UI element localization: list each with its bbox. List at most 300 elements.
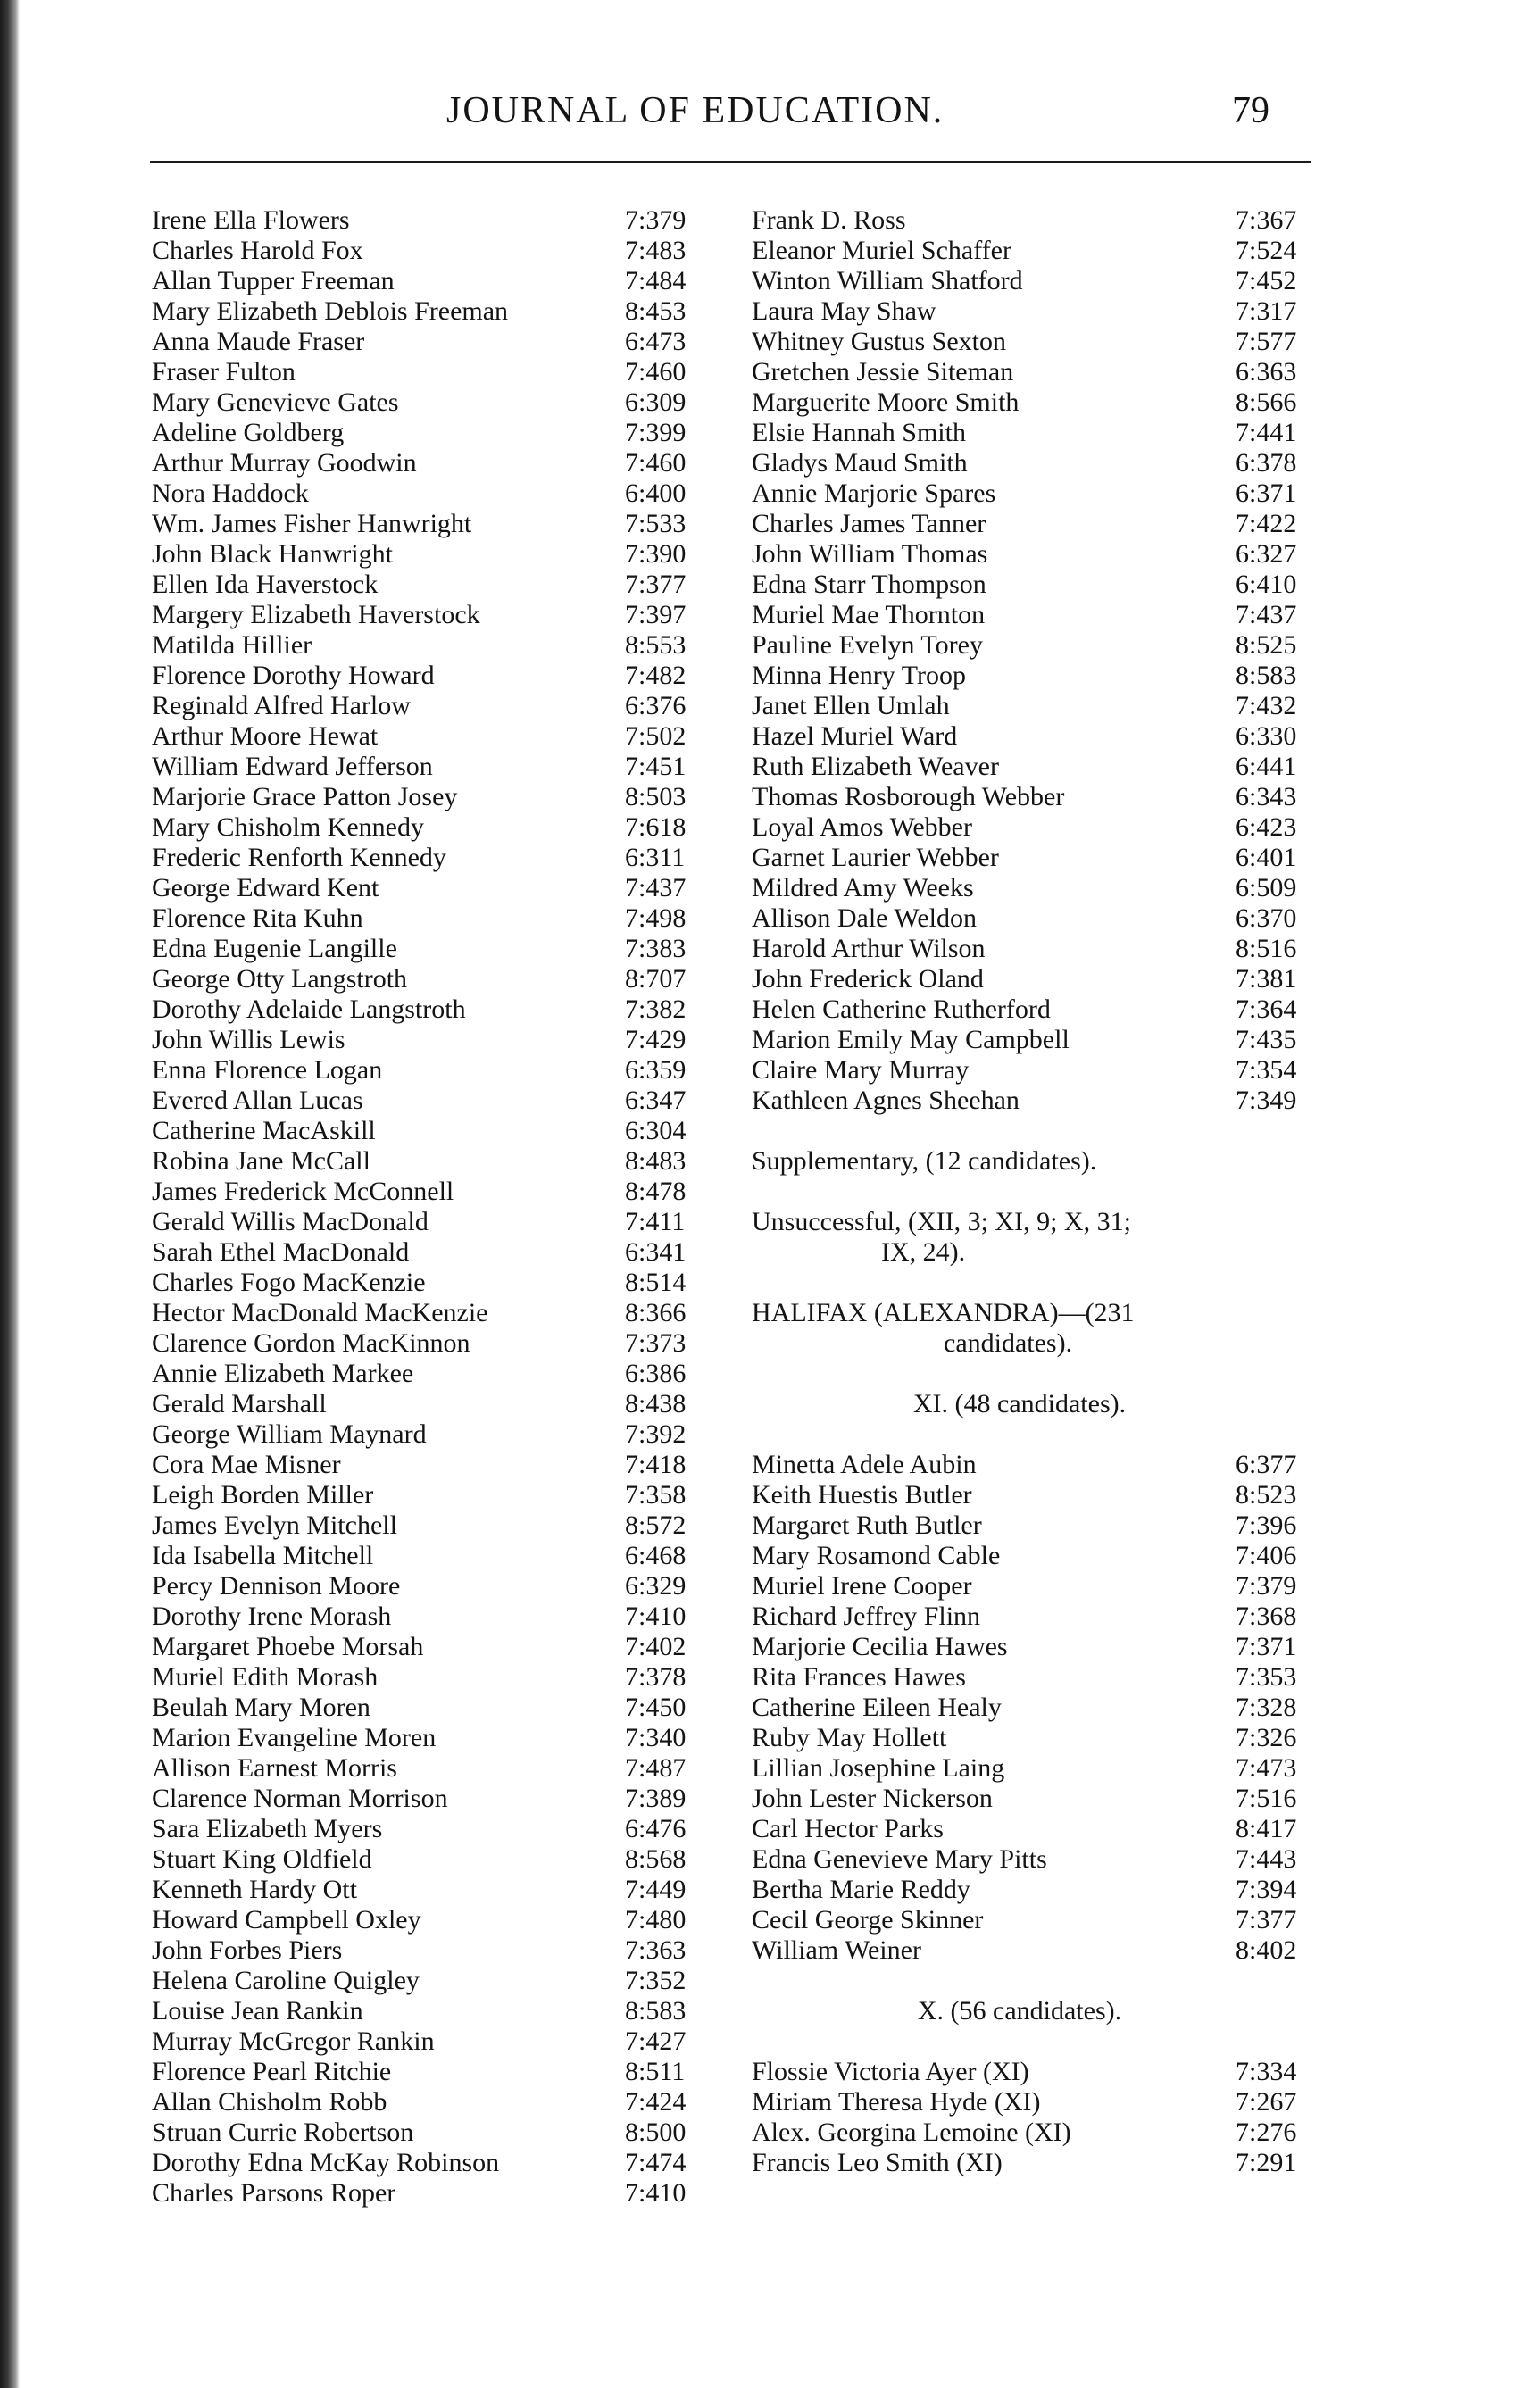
candidate-entry bbox=[152, 1359, 714, 1389]
candidate-name: Louise Jean Rankin bbox=[152, 1996, 363, 2026]
candidate-entry bbox=[152, 1207, 714, 1237]
candidate-entry bbox=[152, 630, 714, 661]
candidate-score: 7:381 bbox=[1236, 964, 1297, 994]
candidate-name: Miriam Theresa Hyde (XI) bbox=[752, 2087, 1041, 2117]
candidate-name: Kathleen Agnes Sheehan bbox=[752, 1086, 1020, 1115]
candidate-score: 7:379 bbox=[1236, 1571, 1297, 1601]
candidate-entry bbox=[752, 1875, 1323, 1905]
candidate-score: 8:553 bbox=[625, 630, 687, 660]
candidate-score: 7:450 bbox=[625, 1693, 687, 1722]
candidate-score: 7:484 bbox=[625, 266, 687, 295]
candidate-score: 7:377 bbox=[1236, 1905, 1297, 1935]
candidate-entry bbox=[752, 903, 1323, 934]
candidate-name: Whitney Gustus Sexton bbox=[752, 327, 1006, 356]
candidate-entry bbox=[152, 478, 714, 509]
candidate-entry bbox=[752, 1602, 1323, 1632]
candidate-entry bbox=[152, 236, 714, 266]
candidate-score: 7:516 bbox=[1236, 1784, 1297, 1813]
candidate-entry bbox=[752, 1025, 1323, 1055]
candidate-name: Wm. James Fisher Hanwright bbox=[152, 509, 472, 538]
candidate-entry bbox=[152, 2118, 714, 2148]
candidate-name: Annie Elizabeth Markee bbox=[152, 1359, 414, 1388]
candidate-score: 6:311 bbox=[625, 843, 686, 872]
candidate-entry bbox=[152, 327, 714, 357]
candidate-entry bbox=[152, 448, 714, 478]
candidate-score: 7:429 bbox=[625, 1025, 687, 1054]
candidate-entry bbox=[152, 873, 714, 903]
candidate-name: Anna Maude Fraser bbox=[152, 327, 365, 356]
candidate-entry bbox=[752, 964, 1323, 994]
candidate-name: Elsie Hannah Smith bbox=[752, 418, 966, 447]
candidate-score: 7:371 bbox=[1236, 1632, 1297, 1661]
candidate-name: Charles Parsons Roper bbox=[152, 2178, 396, 2208]
halifax-heading-line-2: candidates). bbox=[944, 1328, 1073, 1358]
candidate-name: Marjorie Cecilia Hawes bbox=[752, 1632, 1008, 1661]
candidate-name: John Lester Nickerson bbox=[752, 1784, 993, 1813]
candidate-score: 6:363 bbox=[1236, 357, 1297, 387]
candidate-name: Fraser Fulton bbox=[152, 357, 296, 387]
candidate-entry bbox=[152, 1389, 714, 1419]
candidate-name: Mary Chisholm Kennedy bbox=[152, 812, 424, 842]
candidate-score: 7:402 bbox=[625, 1632, 687, 1661]
candidate-entry bbox=[152, 1662, 714, 1693]
candidate-score: 7:389 bbox=[625, 1784, 687, 1813]
candidate-name: Sarah Ethel MacDonald bbox=[152, 1237, 410, 1267]
candidate-score: 7:406 bbox=[1236, 1541, 1297, 1570]
candidate-name: George Otty Langstroth bbox=[152, 964, 408, 994]
candidate-entry bbox=[152, 357, 714, 387]
candidate-score: 7:411 bbox=[625, 1207, 686, 1236]
candidate-score: 7:473 bbox=[1236, 1753, 1297, 1783]
candidate-name: Stuart King Oldfield bbox=[152, 1844, 372, 1874]
candidate-entry bbox=[152, 2057, 714, 2087]
candidate-score: 7:328 bbox=[1236, 1693, 1297, 1722]
candidate-entry bbox=[752, 934, 1323, 964]
candidate-score: 6:343 bbox=[1236, 782, 1297, 811]
candidate-score: 8:438 bbox=[625, 1389, 687, 1419]
candidate-score: 7:353 bbox=[1236, 1662, 1297, 1692]
candidate-score: 6:370 bbox=[1236, 903, 1297, 933]
candidate-score: 8:511 bbox=[625, 2057, 686, 2086]
candidate-entry bbox=[152, 994, 714, 1025]
candidate-entry bbox=[152, 266, 714, 296]
candidate-entry bbox=[752, 630, 1323, 661]
candidate-score: 6:509 bbox=[1236, 873, 1297, 903]
candidate-score: 8:583 bbox=[1236, 661, 1297, 690]
candidate-score: 7:358 bbox=[625, 1480, 687, 1510]
candidate-entry bbox=[752, 2087, 1323, 2118]
grade-xi-entries bbox=[752, 1450, 1323, 1966]
candidate-name: Marion Emily May Campbell bbox=[752, 1025, 1070, 1054]
candidate-entry bbox=[152, 1571, 714, 1602]
candidate-score: 6:304 bbox=[625, 1116, 687, 1145]
candidate-name: Ruby May Hollett bbox=[752, 1723, 947, 1752]
candidate-entry bbox=[752, 782, 1323, 812]
candidate-score: 7:437 bbox=[1236, 600, 1297, 629]
candidate-entry bbox=[752, 1480, 1323, 1510]
candidate-score: 7:618 bbox=[625, 812, 687, 842]
candidate-entry bbox=[152, 2178, 714, 2209]
candidate-entry bbox=[752, 418, 1323, 448]
candidate-entry bbox=[152, 661, 714, 691]
candidate-score: 7:390 bbox=[625, 539, 687, 569]
candidate-score: 7:577 bbox=[1236, 327, 1297, 356]
grade-x-entries bbox=[752, 2057, 1323, 2178]
candidate-name: Dorothy Irene Morash bbox=[152, 1602, 392, 1631]
candidate-entry bbox=[152, 205, 714, 236]
candidate-entry bbox=[152, 1268, 714, 1298]
candidate-score: 7:427 bbox=[625, 2026, 687, 2056]
page-scan-edge bbox=[0, 0, 20, 2388]
candidate-name: Cecil George Skinner bbox=[752, 1905, 984, 1935]
candidate-entry bbox=[152, 1025, 714, 1055]
candidate-score: 6:377 bbox=[1236, 1450, 1297, 1479]
candidate-name: Irene Ella Flowers bbox=[152, 205, 350, 235]
candidate-name: Florence Dorothy Howard bbox=[152, 661, 435, 690]
candidate-score: 6:386 bbox=[625, 1359, 687, 1388]
supplementary-note: Supplementary, (12 candidates). bbox=[752, 1146, 1097, 1176]
candidate-entry bbox=[752, 691, 1323, 721]
candidate-name: Laura May Shaw bbox=[752, 296, 936, 326]
candidate-entry bbox=[752, 1662, 1323, 1693]
candidate-entry bbox=[752, 2057, 1323, 2087]
candidate-entry bbox=[152, 387, 714, 418]
candidate-score: 7:410 bbox=[625, 1602, 687, 1631]
candidate-entry bbox=[152, 539, 714, 570]
candidate-score: 7:498 bbox=[625, 903, 687, 933]
candidate-score: 8:516 bbox=[1236, 934, 1297, 963]
candidate-name: William Weiner bbox=[752, 1935, 921, 1965]
candidate-name: Reginald Alfred Harlow bbox=[152, 691, 411, 720]
candidate-name: Cora Mae Misner bbox=[152, 1450, 341, 1479]
halifax-heading bbox=[752, 1298, 1323, 1359]
candidate-score: 7:383 bbox=[625, 934, 687, 963]
candidate-name: Marguerite Moore Smith bbox=[752, 387, 1020, 417]
candidate-name: Arthur Murray Goodwin bbox=[152, 448, 417, 478]
candidate-entry bbox=[152, 1055, 714, 1086]
candidate-entry bbox=[752, 448, 1323, 478]
candidate-name: Mary Genevieve Gates bbox=[152, 387, 399, 417]
candidate-entry bbox=[152, 1177, 714, 1207]
candidate-name: Allison Dale Weldon bbox=[752, 903, 977, 933]
candidate-name: Muriel Edith Morash bbox=[152, 1662, 379, 1692]
candidate-entry bbox=[752, 1844, 1323, 1875]
candidate-score: 7:441 bbox=[1236, 418, 1297, 447]
candidate-entry bbox=[152, 752, 714, 782]
candidate-name: Dorothy Adelaide Langstroth bbox=[152, 994, 466, 1024]
grade-x-heading: X. (56 candidates). bbox=[917, 1996, 1122, 2026]
candidate-score: 7:379 bbox=[625, 205, 687, 235]
candidate-entry bbox=[152, 1450, 714, 1480]
candidate-score: 7:367 bbox=[1236, 205, 1297, 235]
candidate-score: 7:363 bbox=[625, 1935, 687, 1965]
candidate-entry bbox=[152, 812, 714, 843]
candidate-score: 7:368 bbox=[1236, 1602, 1297, 1631]
candidate-entry bbox=[752, 843, 1323, 873]
candidate-name: Catherine MacAskill bbox=[152, 1116, 376, 1145]
candidate-name: Margaret Ruth Butler bbox=[752, 1510, 982, 1540]
candidate-name: Nora Haddock bbox=[152, 478, 309, 508]
candidate-score: 7:524 bbox=[1236, 236, 1297, 265]
candidate-score: 8:566 bbox=[1236, 387, 1297, 417]
candidate-score: 7:377 bbox=[625, 570, 687, 599]
candidate-name: Marjorie Grace Patton Josey bbox=[152, 782, 458, 811]
unsuccessful-line-2: IX, 24). bbox=[881, 1237, 966, 1267]
candidate-entry bbox=[752, 752, 1323, 782]
candidate-name: Ruth Elizabeth Weaver bbox=[752, 752, 999, 781]
candidate-name: John William Thomas bbox=[752, 539, 988, 569]
candidate-score: 7:317 bbox=[1236, 296, 1297, 326]
candidate-name: Lillian Josephine Laing bbox=[752, 1753, 1005, 1783]
candidate-score: 6:423 bbox=[1236, 812, 1297, 842]
candidate-entry bbox=[152, 1480, 714, 1510]
candidate-entry bbox=[752, 387, 1323, 418]
candidate-entry bbox=[152, 509, 714, 539]
candidate-entry bbox=[752, 1935, 1323, 1966]
candidate-score: 6:378 bbox=[1236, 448, 1297, 478]
candidate-score: 7:502 bbox=[625, 721, 687, 751]
candidate-name: Mildred Amy Weeks bbox=[752, 873, 974, 903]
candidate-entry bbox=[152, 691, 714, 721]
candidate-name: Gerald Marshall bbox=[152, 1389, 327, 1419]
candidate-name: James Frederick McConnell bbox=[152, 1177, 454, 1206]
candidate-name: Kenneth Hardy Ott bbox=[152, 1875, 357, 1904]
candidate-name: John Frederick Oland bbox=[752, 964, 984, 994]
candidate-name: Evered Allan Lucas bbox=[152, 1086, 363, 1115]
candidate-name: Janet Ellen Umlah bbox=[752, 691, 950, 720]
candidate-entry bbox=[752, 1055, 1323, 1086]
candidate-entry bbox=[752, 1693, 1323, 1723]
candidate-entry bbox=[152, 1784, 714, 1814]
candidate-score: 8:523 bbox=[1236, 1480, 1297, 1510]
candidate-entry bbox=[152, 1086, 714, 1116]
candidate-entry bbox=[752, 327, 1323, 357]
candidate-name: George Edward Kent bbox=[152, 873, 379, 903]
candidate-name: Keith Huestis Butler bbox=[752, 1480, 972, 1510]
candidate-name: Allan Chisholm Robb bbox=[152, 2087, 387, 2117]
candidate-score: 7:399 bbox=[625, 418, 687, 447]
candidate-name: Gerald Willis MacDonald bbox=[152, 1207, 429, 1236]
candidate-score: 8:402 bbox=[1236, 1935, 1297, 1965]
candidate-entry bbox=[752, 1632, 1323, 1662]
candidate-score: 6:401 bbox=[1236, 843, 1297, 872]
candidate-name: Helena Caroline Quigley bbox=[152, 1966, 420, 1995]
candidate-entry bbox=[152, 964, 714, 994]
candidate-name: Florence Rita Kuhn bbox=[152, 903, 363, 933]
candidate-score: 7:378 bbox=[625, 1662, 687, 1692]
candidate-name: Matilda Hillier bbox=[152, 630, 312, 660]
candidate-entry bbox=[752, 509, 1323, 539]
candidate-name: Carl Hector Parks bbox=[752, 1814, 944, 1843]
candidate-name: William Edward Jefferson bbox=[152, 752, 433, 781]
candidate-name: Frederic Renforth Kennedy bbox=[152, 843, 446, 872]
grade-xi-heading: XI. (48 candidates). bbox=[912, 1389, 1127, 1419]
candidate-entry bbox=[752, 266, 1323, 296]
candidate-score: 7:483 bbox=[625, 236, 687, 265]
candidate-score: 7:364 bbox=[1236, 994, 1297, 1024]
candidate-score: 7:394 bbox=[1236, 1875, 1297, 1904]
candidate-score: 7:382 bbox=[625, 994, 687, 1024]
candidate-entry bbox=[152, 1753, 714, 1784]
candidate-name: Frank D. Ross bbox=[752, 205, 906, 235]
candidate-score: 7:349 bbox=[1236, 1086, 1297, 1115]
candidate-name: Richard Jeffrey Flinn bbox=[752, 1602, 981, 1631]
candidate-score: 7:392 bbox=[625, 1419, 687, 1449]
candidate-entry bbox=[152, 2087, 714, 2118]
candidate-name: John Willis Lewis bbox=[152, 1025, 345, 1054]
candidate-name: Dorothy Edna McKay Robinson bbox=[152, 2148, 500, 2177]
candidate-score: 8:525 bbox=[1236, 630, 1297, 660]
page-number: 79 bbox=[1232, 90, 1269, 131]
candidate-entry bbox=[752, 994, 1323, 1025]
candidate-entry bbox=[752, 873, 1323, 903]
candidate-entry bbox=[752, 1723, 1323, 1753]
candidate-score: 6:473 bbox=[625, 327, 687, 356]
candidate-entry bbox=[752, 357, 1323, 387]
left-column bbox=[152, 205, 714, 2209]
candidate-score: 7:432 bbox=[1236, 691, 1297, 720]
candidate-entry bbox=[752, 205, 1323, 236]
candidate-score: 7:474 bbox=[625, 2148, 687, 2177]
candidate-entry bbox=[752, 1571, 1323, 1602]
candidate-name: Catherine Eileen Healy bbox=[752, 1693, 1002, 1722]
candidate-entry bbox=[152, 1905, 714, 1935]
candidate-name: Muriel Irene Cooper bbox=[752, 1571, 972, 1601]
candidate-score: 8:366 bbox=[625, 1298, 687, 1327]
candidate-entry bbox=[752, 2148, 1323, 2178]
candidate-name: Gretchen Jessie Siteman bbox=[752, 357, 1014, 387]
candidate-score: 8:483 bbox=[625, 1146, 687, 1176]
candidate-name: Annie Marjorie Spares bbox=[752, 478, 996, 508]
candidate-score: 7:291 bbox=[1236, 2148, 1297, 2177]
candidate-name: Winton William Shatford bbox=[752, 266, 1023, 295]
candidate-score: 8:707 bbox=[625, 964, 687, 994]
candidate-name: Margery Elizabeth Haverstock bbox=[152, 600, 480, 629]
candidate-score: 7:480 bbox=[625, 1905, 687, 1935]
candidate-score: 7:451 bbox=[625, 752, 687, 781]
candidate-score: 8:568 bbox=[625, 1844, 687, 1874]
candidate-name: Ida Isabella Mitchell bbox=[152, 1541, 374, 1570]
candidate-name: Sara Elizabeth Myers bbox=[152, 1814, 383, 1843]
candidate-score: 7:354 bbox=[1236, 1055, 1297, 1085]
candidate-entry bbox=[152, 2148, 714, 2178]
candidate-name: Percy Dennison Moore bbox=[152, 1571, 401, 1601]
candidate-name: Minna Henry Troop bbox=[752, 661, 967, 690]
candidate-score: 7:340 bbox=[625, 1723, 687, 1752]
candidate-score: 7:334 bbox=[1236, 2057, 1297, 2086]
candidate-entry bbox=[152, 1419, 714, 1450]
candidate-name: John Black Hanwright bbox=[152, 539, 393, 569]
candidate-score: 7:443 bbox=[1236, 1844, 1297, 1874]
candidate-entry bbox=[752, 236, 1323, 266]
candidate-name: Loyal Amos Webber bbox=[752, 812, 972, 842]
candidate-entry bbox=[752, 539, 1323, 570]
candidate-entry bbox=[752, 600, 1323, 630]
candidate-name: Ellen Ida Haverstock bbox=[152, 570, 379, 599]
candidate-score: 7:422 bbox=[1236, 509, 1297, 538]
candidate-score: 6:327 bbox=[1236, 539, 1297, 569]
candidate-score: 7:267 bbox=[1236, 2087, 1297, 2117]
candidate-score: 7:276 bbox=[1236, 2118, 1297, 2147]
candidate-entry bbox=[752, 1541, 1323, 1571]
candidate-score: 8:583 bbox=[625, 1996, 687, 2026]
unsuccessful-note bbox=[752, 1207, 1323, 1268]
candidate-score: 7:487 bbox=[625, 1753, 687, 1783]
candidate-entry bbox=[752, 1510, 1323, 1541]
candidate-name: Mary Rosamond Cable bbox=[752, 1541, 1001, 1570]
candidate-entry bbox=[152, 1116, 714, 1146]
candidate-name: Florence Pearl Ritchie bbox=[152, 2057, 392, 2086]
candidate-entry bbox=[752, 661, 1323, 691]
candidate-name: Beulah Mary Moren bbox=[152, 1693, 370, 1722]
candidate-score: 6:341 bbox=[625, 1237, 687, 1267]
candidate-entry bbox=[152, 600, 714, 630]
candidate-name: Charles Fogo MacKenzie bbox=[152, 1268, 426, 1297]
candidate-name: Enna Florence Logan bbox=[152, 1055, 383, 1085]
candidate-score: 7:449 bbox=[625, 1875, 687, 1904]
candidate-name: Margaret Phoebe Morsah bbox=[152, 1632, 424, 1661]
candidate-name: Leigh Borden Miller bbox=[152, 1480, 374, 1510]
candidate-score: 7:482 bbox=[625, 661, 687, 690]
candidate-name: Hector MacDonald MacKenzie bbox=[152, 1298, 488, 1327]
candidate-entry bbox=[152, 418, 714, 448]
candidate-entry bbox=[152, 1693, 714, 1723]
candidate-entry bbox=[152, 1237, 714, 1268]
candidate-name: Allan Tupper Freeman bbox=[152, 266, 395, 295]
candidate-entry bbox=[152, 1814, 714, 1844]
candidate-entry bbox=[152, 1541, 714, 1571]
candidate-score: 8:453 bbox=[625, 296, 687, 326]
right-column bbox=[752, 205, 1323, 2178]
candidate-score: 6:371 bbox=[1236, 478, 1297, 508]
candidate-name: Arthur Moore Hewat bbox=[152, 721, 379, 751]
candidate-entry bbox=[152, 1632, 714, 1662]
candidate-score: 6:410 bbox=[1236, 570, 1297, 599]
candidate-entry bbox=[152, 1996, 714, 2026]
candidate-entry bbox=[152, 570, 714, 600]
candidate-name: Edna Starr Thompson bbox=[752, 570, 986, 599]
candidate-entry bbox=[152, 1844, 714, 1875]
candidate-entry bbox=[752, 1814, 1323, 1844]
candidate-entry bbox=[152, 1298, 714, 1328]
candidate-name: Murray McGregor Rankin bbox=[152, 2026, 435, 2056]
candidate-score: 7:410 bbox=[625, 2178, 687, 2208]
candidate-entry bbox=[152, 296, 714, 327]
candidate-name: Alex. Georgina Lemoine (XI) bbox=[752, 2118, 1071, 2147]
candidate-entry bbox=[152, 782, 714, 812]
candidate-name: Francis Leo Smith (XI) bbox=[752, 2148, 1003, 2177]
candidate-name: Clarence Gordon MacKinnon bbox=[152, 1328, 470, 1358]
candidate-name: Gladys Maud Smith bbox=[752, 448, 968, 478]
unsuccessful-line-1: Unsuccessful, (XII, 3; XI, 9; X, 31; bbox=[752, 1207, 1131, 1236]
candidate-name: Thomas Rosborough Webber bbox=[752, 782, 1065, 811]
candidate-score: 8:500 bbox=[625, 2118, 687, 2147]
candidate-score: 8:572 bbox=[625, 1510, 687, 1540]
candidate-name: Struan Currie Robertson bbox=[152, 2118, 414, 2147]
candidate-score: 7:373 bbox=[625, 1328, 687, 1358]
candidate-name: Edna Genevieve Mary Pitts bbox=[752, 1844, 1047, 1874]
candidate-score: 7:424 bbox=[625, 2087, 687, 2117]
candidate-score: 6:347 bbox=[625, 1086, 687, 1115]
candidate-name: Hazel Muriel Ward bbox=[752, 721, 958, 751]
candidate-name: Minetta Adele Aubin bbox=[752, 1450, 977, 1479]
candidate-name: Howard Campbell Oxley bbox=[152, 1905, 421, 1935]
candidate-score: 8:417 bbox=[1236, 1814, 1297, 1843]
candidate-name: Allison Earnest Morris bbox=[152, 1753, 397, 1783]
candidate-entry bbox=[152, 843, 714, 873]
header-rule bbox=[150, 161, 1311, 163]
candidate-score: 6:476 bbox=[625, 1814, 687, 1843]
